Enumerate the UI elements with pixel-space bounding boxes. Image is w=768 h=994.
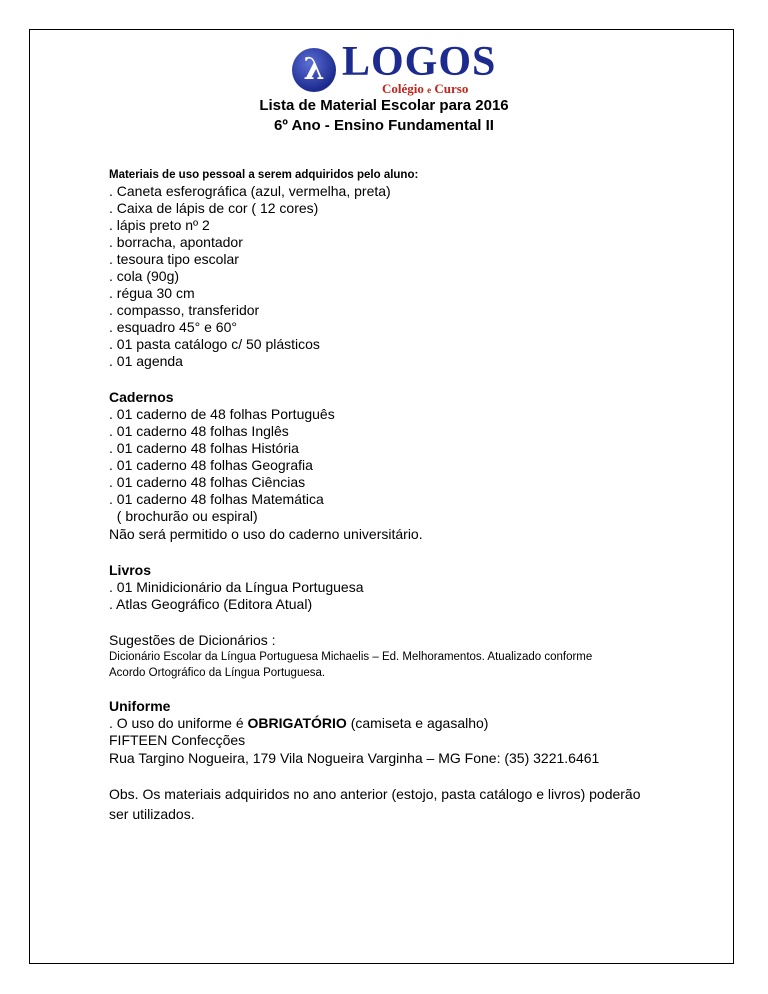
list-item: ( brochurão ou espiral) [109, 508, 258, 524]
uniforme-address: Rua Targino Nogueira, 179 Vila Nogueira Varginha – MG Fone: (35) 3221.6461 [109, 750, 600, 766]
document-subtitle: 6º Ano - Ensino Fundamental II [274, 117, 494, 134]
list-item: . compasso, transferidor [109, 302, 260, 318]
list-item: . Caixa de lápis de cor ( 12 cores) [109, 200, 319, 216]
school-logo [292, 39, 497, 98]
list-item: . 01 caderno 48 folhas Matemática [109, 491, 324, 507]
livros-heading: Livros [109, 562, 152, 578]
uniforme-heading: Uniforme [109, 698, 171, 714]
list-item: . cola (90g) [109, 268, 180, 284]
list-item: . lápis preto nº 2 [109, 217, 210, 233]
lambda-logo-icon: λ [292, 48, 336, 92]
list-item: . Atlas Geográfico (Editora Atual) [109, 596, 313, 612]
cadernos-heading: Cadernos [109, 389, 174, 405]
dicionario-line: Acordo Ortográfico da Língua Portuguesa. [109, 667, 326, 679]
list-item: . tesoura tipo escolar [109, 251, 239, 267]
list-item: . 01 caderno de 48 folhas Português [109, 406, 335, 422]
list-item: . 01 caderno 48 folhas Ciências [109, 474, 306, 490]
uniforme-line: . O uso do uniforme é OBRIGATÓRIO (camiseta e agasalho) [109, 715, 489, 731]
list-item: . Caneta esferográfica (azul, vermelha, preta) [109, 183, 391, 199]
cadernos-note: Não será permitido o uso do caderno universitário. [109, 526, 423, 542]
list-item: . 01 agenda [109, 353, 183, 369]
logo-wordmark: LOGOS [342, 39, 497, 85]
list-item: . 01 caderno 48 folhas Geografia [109, 457, 313, 473]
list-item: . borracha, apontador [109, 234, 243, 250]
obs-line: ser utilizados. [109, 806, 195, 822]
list-item: . 01 caderno 48 folhas História [109, 440, 299, 456]
list-item: . esquadro 45° e 60° [109, 319, 237, 335]
list-item: . régua 30 cm [109, 285, 195, 301]
dicionarios-heading: Sugestões de Dicionários : [109, 632, 276, 648]
document-title: Lista de Material Escolar para 2016 [259, 97, 509, 114]
list-item: . 01 caderno 48 folhas Inglês [109, 423, 289, 439]
list-item: . 01 pasta catálogo c/ 50 plásticos [109, 336, 320, 352]
dicionario-line: Dicionário Escolar da Língua Portuguesa Michaelis – Ed. Melhoramentos. Atualizado conforme [109, 651, 593, 663]
uniforme-supplier: FIFTEEN Confecções [109, 732, 246, 748]
list-item: . 01 Minidicionário da Língua Portuguesa [109, 579, 364, 595]
logo-subtitle: Colégio e Curso [382, 81, 469, 96]
personal-materials-heading: Materiais de uso pessoal a serem adquiridos pelo aluno: [109, 169, 419, 181]
obs-line: Obs. Os materiais adquiridos no ano anterior (estojo, pasta catálogo e livros) poderão [109, 786, 641, 802]
